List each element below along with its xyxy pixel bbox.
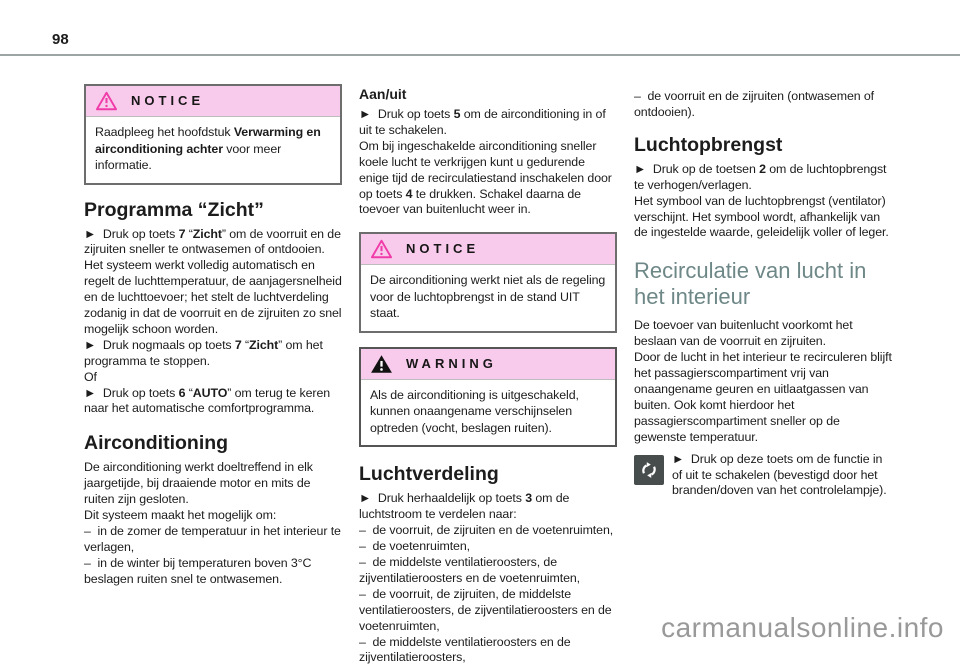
paragraph: Het systeem werkt volledig automatisch en regelt de luchttemperatuur, de aanjagersnelheid en de luchttoevoer; het stelt de luchtverdeling zodanig in dat de voorruit en de zijruiten zo snel mogelijk schoon worden. — [84, 258, 342, 338]
paragraph: De toevoer van buitenlucht voorkomt het beslaan van de voorruit en zijruiten. — [634, 318, 892, 350]
paragraph: De airconditioning werkt doeltreffend in elk jaargetijde, bij draaiende motor en mits de ruiten zijn gesloten. — [84, 460, 342, 508]
notice-title: NOTICE — [406, 241, 479, 257]
paragraph: Om bij ingeschakelde airconditioning sneller koele lucht te verkrijgen kunt u gedurende enige tijd de recirculatiestand inschakelen door op toets 4 te drukken. Schakel daarna de toevoer van buitenlucht weer in. — [359, 139, 617, 219]
list-item: – in de winter bij temperaturen boven 3°C beslagen ruiten snel te ontwasemen. — [84, 556, 342, 588]
warning-body: Als de airconditioning is uitgeschakeld, kunnen onaangename verschijnselen optreden (vocht, beslagen ruiten). — [361, 380, 615, 446]
heading-luchtopbrengst: Luchtopbrengst — [634, 134, 892, 156]
heading-recirculatie: Recirculatie van lucht in het interieur — [634, 258, 892, 310]
paragraph: Door de lucht in het interieur te recirculeren blijft het passagierscompartiment vrij van onaangename geuren en uitlaatgassen van buiten. Ook komt hierdoor het passagierscompartiment sneller op de gewenste temperatuur. — [634, 350, 892, 445]
recirculation-instruction — [634, 452, 892, 500]
notice-box-header — [361, 234, 615, 265]
warning-triangle-filled-icon — [370, 354, 393, 374]
list-item: – de voorruit, de zijruiten en de voetenruimten, — [359, 523, 617, 539]
list-item: – in de zomer de temperatuur in het interieur te verlagen, — [84, 524, 342, 556]
column-1 — [84, 84, 342, 666]
warning-box-header — [361, 349, 615, 380]
paragraph: Of — [84, 370, 342, 386]
warning-box — [359, 347, 617, 448]
warning-title: WARNING — [406, 356, 497, 372]
paragraph: ► Druk op toets 7 “Zicht” om de voorruit en de zijruiten sneller te ontwasemen of ontdooien. — [84, 227, 342, 259]
column-3 — [634, 84, 892, 666]
paragraph: Dit systeem maakt het mogelijk om: — [84, 508, 342, 524]
paragraph: ► Druk op toets 5 om de airconditioning in of uit te schakelen. — [359, 107, 617, 139]
header-divider — [0, 54, 960, 56]
paragraph: ► Druk herhaaldelijk op toets 3 om de luchtstroom te verdelen naar: — [359, 491, 617, 523]
notice-title: NOTICE — [131, 93, 204, 109]
paragraph: ► Druk nogmaals op toets 7 “Zicht” om het programma te stoppen. — [84, 338, 342, 370]
notice-body: De airconditioning werkt niet als de regeling voor de luchtopbrengst in de stand UIT staat. — [361, 265, 615, 331]
paragraph: ► Druk op toets 6 “AUTO” om terug te keren naar het automatische comfortprogramma. — [84, 386, 342, 418]
notice-body: Raadpleeg het hoofdstuk Verwarming en airconditioning achter voor meer informatie. — [86, 117, 340, 183]
watermark: carmanualsonline.info — [661, 612, 944, 644]
list-item: – de voorruit, de zijruiten, de middelste ventilatieroosters, de zijventilatieroosters en de voetenruimten, — [359, 587, 617, 635]
manual-page-content — [84, 84, 892, 666]
paragraph: Het symbool van de luchtopbrengst (ventilator) verschijnt. Het symbool wordt, afhankelijk van de ingestelde waarde, geleidelijk voller of leger. — [634, 194, 892, 242]
heading-luchtverdeling: Luchtverdeling — [359, 463, 617, 485]
paragraph: ► Druk op de toetsen 2 om de luchtopbrengst te verhogen/verlagen. — [634, 162, 892, 194]
paragraph: ► Druk op deze toets om de functie in of uit te schakelen (bevestigd door het branden/doven van het controlelampje). — [634, 452, 892, 500]
notice-box-header — [86, 86, 340, 117]
notice-box — [359, 232, 617, 333]
page-number: 98 — [52, 31, 69, 48]
heading-aan-uit: Aan/uit — [359, 86, 617, 103]
list-item: – de voorruit en de zijruiten (ontwasemen of ontdooien). — [634, 89, 892, 121]
list-item: – de middelste ventilatieroosters en de zijventilatieroosters, — [359, 635, 617, 666]
column-2 — [359, 84, 617, 666]
notice-box — [84, 84, 342, 185]
warning-triangle-outline-icon — [95, 91, 118, 111]
list-item: – de middelste ventilatieroosters, de zijventilatieroosters en de voetenruimten, — [359, 555, 617, 587]
heading-programma-zicht: Programma “Zicht” — [84, 199, 342, 221]
list-item: – de voetenruimten, — [359, 539, 617, 555]
warning-triangle-outline-icon — [370, 239, 393, 259]
heading-airconditioning: Airconditioning — [84, 432, 342, 454]
circular-arrows-icon — [634, 455, 664, 485]
